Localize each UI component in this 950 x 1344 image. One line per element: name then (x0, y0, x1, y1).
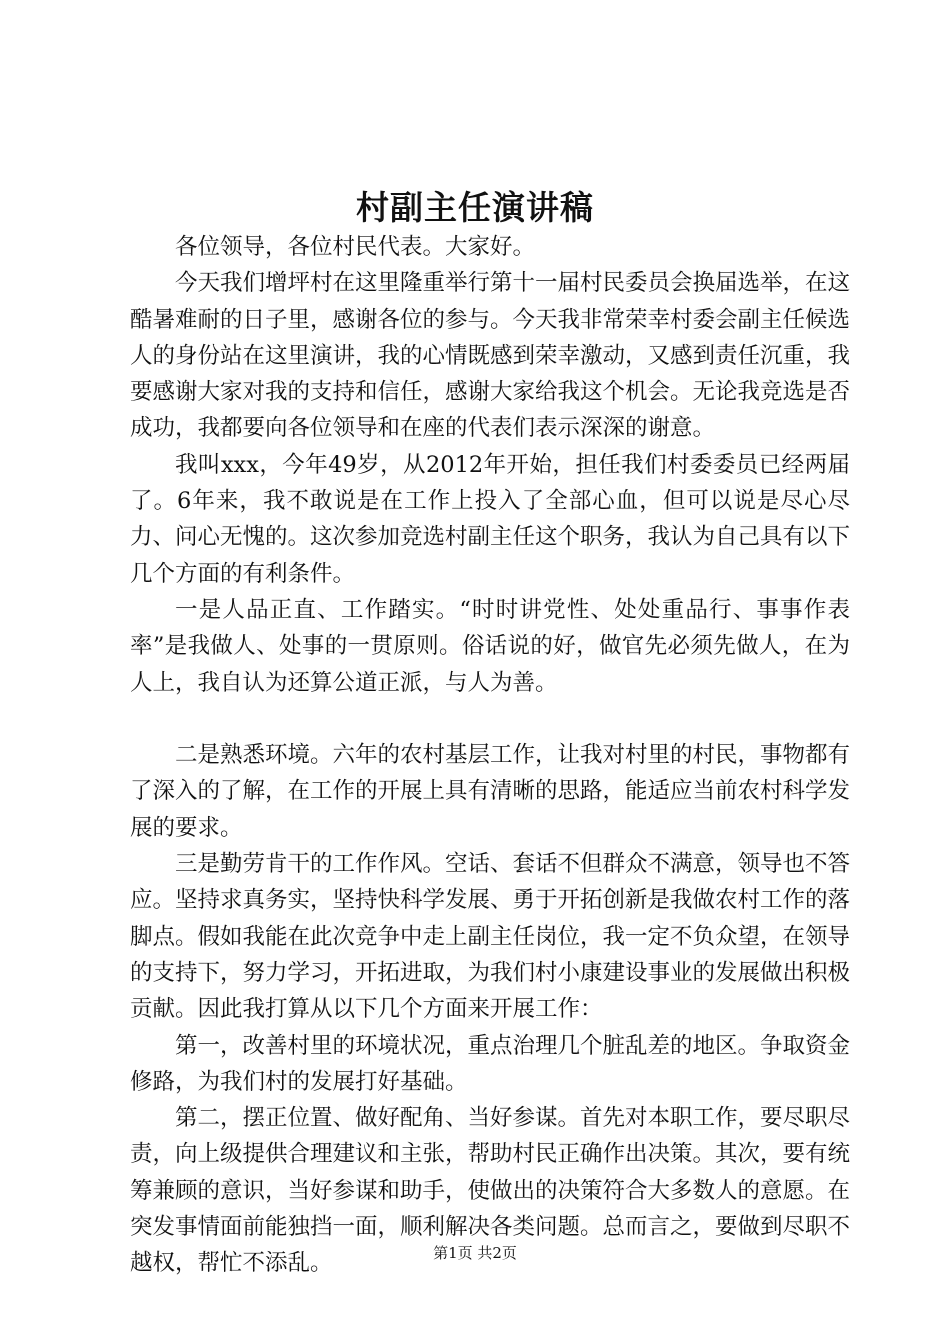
paragraph-advantage-3: 三是勤劳肯干的工作作风。空话、套话不但群众不满意，领导也不答应。坚持求真务实，坚持快科学发展、勇于开拓创新是我做农村工作的落脚点。假如我能在此次竞争中走上副主任岗位，我一定不负众望，在领导的支持下，努力学习，开拓进取，为我们村小康建设事业的发展做出积极贡献。因此我打算从以下几个方面来开展工作： (130, 851, 851, 1023)
paragraph-introduction: 今天我们增坪村在这里隆重举行第十一届村民委员会换届选举，在这酷暑难耐的日子里，感谢各位的参与。今天我非常荣幸村委会副主任候选人的身份站在这里演讲，我的心情既感到荣幸激动，又感到责任沉重，我要感谢大家对我的支持和信任，感谢大家给我这个机会。无论我竞选是否成功，我都要向各位领导和在座的代表们表示深深的谢意。 (130, 270, 851, 442)
paragraph-plan-1: 第一，改善村里的环境状况，重点治理几个脏乱差的地区。争取资金修路，为我们村的发展打好基础。 (130, 1032, 851, 1095)
document-title: 村副主任演讲稿 (356, 188, 594, 227)
paragraph-advantage-1: 一是人品正直、工作踏实。“时时讲党性、处处重品行、事事作表率”是我做人、处事的一贯原则。俗话说的好，做官先必须先做人，在为人上，我自认为还算公道正派，与人为善。 (130, 596, 850, 696)
document-body (130, 229, 850, 1282)
paragraph-advantage-2: 二是熟悉环境。六年的农村基层工作，让我对村里的村民，事物都有了深入的了解，在工作的开展上具有清晰的思路，能适应当前农村科学发展的要求。 (130, 742, 851, 841)
paragraph-plan-2: 第二，摆正位置、做好配角、当好参谋。首先对本职工作，要尽职尽责，向上级提供合理建议和主张，帮助村民正确作出决策。其次，要有统筹兼顾的意识，当好参谋和助手，使做出的决策符合大多数人的意愿。在突发事情面前能独挡一面，顺利解决各类问题。总而言之，要做到尽职不越权，帮忙不添乱。 (130, 1105, 851, 1277)
paragraph-spacer (130, 701, 850, 737)
page-number-footer: 第1页 共2页 (433, 1244, 517, 1262)
paragraph-self-introduction: 我叫xxx，今年49岁，从2012年开始，担任我们村委委员已经两届了。6年来，我不敢说是在工作上投入了全部心血，但可以说是尽心尽力、问心无愧的。这次参加竞选村副主任这个职务，我认为自己具有以下几个方面的有利条件。 (130, 451, 851, 587)
paragraph-greeting: 各位领导，各位村民代表。大家好。 (175, 234, 536, 260)
